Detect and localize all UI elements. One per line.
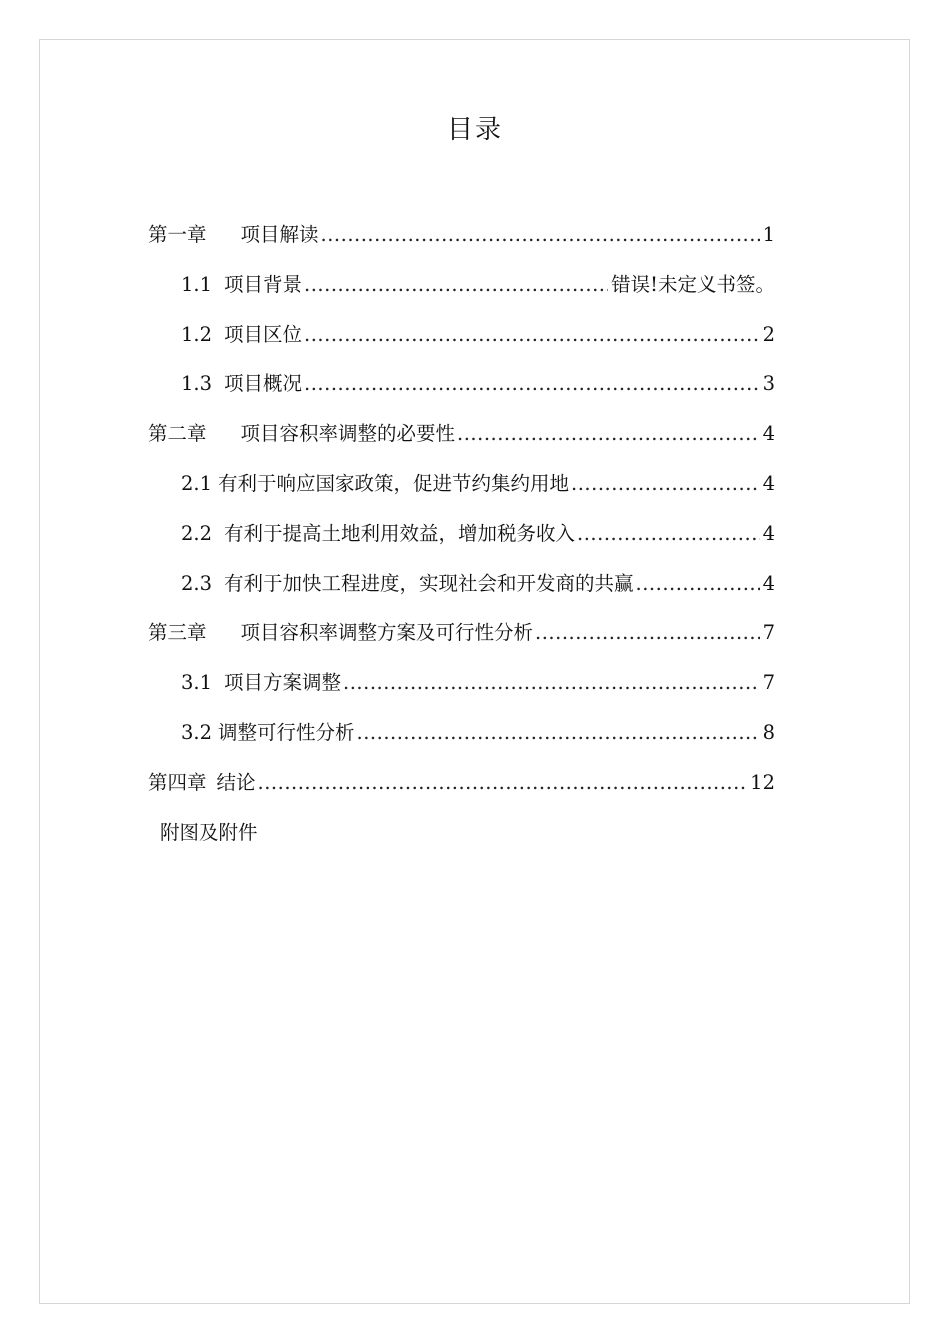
- toc-page-number: 4: [762, 571, 775, 595]
- toc-dot-leader: [577, 518, 760, 550]
- toc-entry-appendix[interactable]: [148, 817, 775, 867]
- toc-dot-leader: [535, 617, 760, 649]
- toc-page-number: 3: [762, 372, 775, 396]
- table-of-contents: [148, 219, 775, 866]
- toc-dot-leader: [258, 767, 748, 799]
- toc-entry-text: 有利于提高土地利用效益，增加税务收入: [224, 521, 576, 545]
- toc-entry-1-1[interactable]: [148, 269, 775, 319]
- toc-entry-text: 结论: [216, 770, 256, 794]
- toc-entry-number: 第一章: [148, 223, 207, 246]
- toc-entry-number: 2.3: [181, 571, 213, 595]
- toc-entry-chapter-4[interactable]: [148, 767, 775, 817]
- toc-page-number: 4: [762, 471, 775, 495]
- toc-dot-leader: [636, 568, 760, 600]
- toc-entry-chapter-3[interactable]: [148, 617, 775, 667]
- toc-title: 目录: [446, 115, 503, 145]
- toc-page-number: 错误!未定义书签。: [611, 272, 775, 296]
- toc-entry-number: 2.1: [181, 471, 213, 495]
- toc-entry-text: 项目概况: [224, 372, 303, 396]
- toc-dot-leader: [321, 219, 760, 251]
- toc-dot-leader: [304, 269, 608, 301]
- toc-dot-leader: [343, 667, 760, 699]
- toc-entry-number: 1.1: [181, 272, 213, 296]
- toc-entry-number: 1.2: [181, 322, 213, 346]
- toc-entry-number: 第二章: [148, 422, 207, 446]
- toc-entry-2-1[interactable]: [148, 468, 775, 518]
- toc-entry-3-2[interactable]: [148, 717, 775, 767]
- toc-entry-1-3[interactable]: [148, 368, 775, 418]
- toc-entry-3-1[interactable]: [148, 667, 775, 717]
- toc-entry-2-3[interactable]: [148, 568, 775, 618]
- toc-page-number: 7: [762, 621, 775, 645]
- toc-entry-number: 第三章: [148, 621, 207, 645]
- toc-entry-text: 调整可行性分析: [218, 720, 355, 744]
- toc-entry-text: 有利于响应国家政策，促进节约集约用地: [218, 471, 570, 495]
- toc-dot-leader: [457, 418, 760, 450]
- toc-entry-chapter-2[interactable]: [148, 418, 775, 468]
- toc-entry-text: 项目解读: [240, 223, 319, 246]
- toc-dot-leader: [304, 319, 760, 351]
- toc-dot-leader: [304, 368, 760, 400]
- toc-entry-text: 项目容积率调整方案及可行性分析: [240, 621, 534, 645]
- toc-entry-text: 项目背景: [224, 272, 303, 296]
- toc-entry-text: 附图及附件: [160, 820, 258, 844]
- toc-page-number: 1: [762, 223, 775, 246]
- toc-page-number: 2: [762, 322, 775, 346]
- toc-entry-1-2[interactable]: [148, 319, 775, 369]
- toc-entry-text: 项目方案调整: [224, 671, 342, 695]
- toc-page-number: 12: [750, 770, 775, 794]
- toc-page-number: 4: [762, 422, 775, 446]
- toc-entry-2-2[interactable]: [148, 518, 775, 568]
- toc-entry-text: 项目容积率调整的必要性: [240, 422, 456, 446]
- toc-dot-leader: [571, 468, 760, 500]
- toc-entry-number: 2.2: [181, 521, 213, 545]
- toc-entry-text: 项目区位: [224, 322, 303, 346]
- toc-page-number: 7: [762, 671, 775, 695]
- toc-dot-leader: [357, 717, 760, 749]
- toc-entry-chapter-1[interactable]: [148, 219, 775, 269]
- toc-entry-text: 有利于加快工程进度，实现社会和开发商的共赢: [224, 571, 634, 595]
- toc-entry-number: 1.3: [181, 372, 213, 396]
- toc-page-number: 4: [762, 521, 775, 545]
- toc-entry-number: 3.2: [181, 720, 213, 744]
- toc-page-number: 8: [762, 720, 775, 744]
- toc-entry-number: 第四章: [148, 770, 207, 794]
- toc-entry-number: 3.1: [181, 671, 213, 695]
